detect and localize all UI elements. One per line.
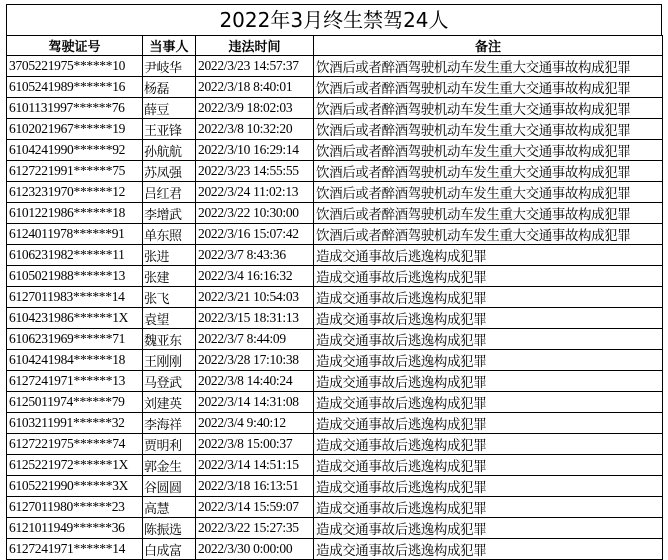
party-name-cell: 张飞 xyxy=(143,287,196,308)
violation-time-cell: 2022/3/9 18:02:03 xyxy=(196,98,314,119)
remarks-cell: 造成交通事故后逃逸构成犯罪 xyxy=(314,455,663,476)
violation-time-cell: 2022/3/8 10:32:20 xyxy=(196,119,314,140)
party-name-cell: 薛豆 xyxy=(143,98,196,119)
remarks-cell: 饮酒后或者醉酒驾驶机动车发生重大交通事故构成犯罪 xyxy=(314,224,663,245)
table-row xyxy=(7,434,663,455)
party-name-cell: 袁望 xyxy=(143,308,196,329)
records-table xyxy=(6,35,663,560)
remarks-cell: 造成交通事故后逃逸构成犯罪 xyxy=(314,350,663,371)
table-row xyxy=(7,518,663,539)
table-row xyxy=(7,56,663,77)
license-number-cell: 6105221990******3X xyxy=(7,476,143,497)
table-row xyxy=(7,245,663,266)
license-number-cell: 6125011974******79 xyxy=(7,392,143,413)
table-row xyxy=(7,161,663,182)
violation-time-cell: 2022/3/8 14:40:24 xyxy=(196,371,314,392)
remarks-cell: 造成交通事故后逃逸构成犯罪 xyxy=(314,371,663,392)
party-name-cell: 刘建英 xyxy=(143,392,196,413)
header-violation-time: 违法时间 xyxy=(196,36,314,56)
table-row xyxy=(7,539,663,560)
party-name-cell: 尹岐华 xyxy=(143,56,196,77)
remarks-cell: 饮酒后或者醉酒驾驶机动车发生重大交通事故构成犯罪 xyxy=(314,119,663,140)
table-row xyxy=(7,77,663,98)
license-number-cell: 6103211991******32 xyxy=(7,413,143,434)
license-number-cell: 6104241984******18 xyxy=(7,350,143,371)
page-title: 2022年3月终生禁驾24人 xyxy=(6,4,662,35)
table-row xyxy=(7,497,663,518)
remarks-cell: 造成交通事故后逃逸构成犯罪 xyxy=(314,413,663,434)
table-row xyxy=(7,266,663,287)
table-row xyxy=(7,476,663,497)
violation-time-cell: 2022/3/4 9:40:12 xyxy=(196,413,314,434)
license-number-cell: 6101131997******76 xyxy=(7,98,143,119)
license-number-cell: 6127221991******75 xyxy=(7,161,143,182)
remarks-cell: 造成交通事故后逃逸构成犯罪 xyxy=(314,287,663,308)
violation-time-cell: 2022/3/7 8:44:09 xyxy=(196,329,314,350)
party-name-cell: 单东照 xyxy=(143,224,196,245)
party-name-cell: 谷圆圆 xyxy=(143,476,196,497)
violation-time-cell: 2022/3/28 17:10:38 xyxy=(196,350,314,371)
license-number-cell: 6121011949******36 xyxy=(7,518,143,539)
table-row xyxy=(7,287,663,308)
table-body xyxy=(7,56,663,560)
remarks-cell: 造成交通事故后逃逸构成犯罪 xyxy=(314,392,663,413)
violation-time-cell: 2022/3/21 10:54:03 xyxy=(196,287,314,308)
violation-time-cell: 2022/3/22 15:27:35 xyxy=(196,518,314,539)
party-name-cell: 王亚锋 xyxy=(143,119,196,140)
violation-time-cell: 2022/3/14 14:51:15 xyxy=(196,455,314,476)
license-number-cell: 6123231970******12 xyxy=(7,182,143,203)
header-party: 当事人 xyxy=(143,36,196,56)
table-row xyxy=(7,140,663,161)
license-number-cell: 6101221986******18 xyxy=(7,203,143,224)
party-name-cell: 张建 xyxy=(143,266,196,287)
table-row xyxy=(7,392,663,413)
license-number-cell: 6106231969******71 xyxy=(7,329,143,350)
violation-time-cell: 2022/3/15 18:31:13 xyxy=(196,308,314,329)
violation-time-cell: 2022/3/8 15:00:37 xyxy=(196,434,314,455)
party-name-cell: 郭金生 xyxy=(143,455,196,476)
violation-time-cell: 2022/3/10 16:29:14 xyxy=(196,140,314,161)
remarks-cell: 造成交通事故后逃逸构成犯罪 xyxy=(314,266,663,287)
license-number-cell: 6124011978******91 xyxy=(7,224,143,245)
license-number-cell: 6127241971******13 xyxy=(7,371,143,392)
remarks-cell: 造成交通事故后逃逸构成犯罪 xyxy=(314,539,663,560)
remarks-cell: 饮酒后或者醉酒驾驶机动车发生重大交通事故构成犯罪 xyxy=(314,98,663,119)
license-number-cell: 6127241971******14 xyxy=(7,539,143,560)
party-name-cell: 李增武 xyxy=(143,203,196,224)
remarks-cell: 造成交通事故后逃逸构成犯罪 xyxy=(314,497,663,518)
party-name-cell: 高慧 xyxy=(143,497,196,518)
party-name-cell: 马登武 xyxy=(143,371,196,392)
violation-time-cell: 2022/3/16 15:07:42 xyxy=(196,224,314,245)
remarks-cell: 饮酒后或者醉酒驾驶机动车发生重大交通事故构成犯罪 xyxy=(314,161,663,182)
remarks-cell: 饮酒后或者醉酒驾驶机动车发生重大交通事故构成犯罪 xyxy=(314,56,663,77)
table-row xyxy=(7,119,663,140)
license-number-cell: 6127011980******23 xyxy=(7,497,143,518)
license-number-cell: 6127011983******14 xyxy=(7,287,143,308)
table-row xyxy=(7,371,663,392)
party-name-cell: 孙航航 xyxy=(143,140,196,161)
violation-time-cell: 2022/3/7 8:43:36 xyxy=(196,245,314,266)
remarks-cell: 造成交通事故后逃逸构成犯罪 xyxy=(314,434,663,455)
remarks-cell: 饮酒后或者醉酒驾驶机动车发生重大交通事故构成犯罪 xyxy=(314,182,663,203)
violation-time-cell: 2022/3/14 14:31:08 xyxy=(196,392,314,413)
table-row xyxy=(7,455,663,476)
party-name-cell: 陈振选 xyxy=(143,518,196,539)
remarks-cell: 造成交通事故后逃逸构成犯罪 xyxy=(314,518,663,539)
violation-time-cell: 2022/3/4 16:16:32 xyxy=(196,266,314,287)
violation-time-cell: 2022/3/30 0:00:00 xyxy=(196,539,314,560)
remarks-cell: 造成交通事故后逃逸构成犯罪 xyxy=(314,308,663,329)
violation-time-cell: 2022/3/14 15:59:07 xyxy=(196,497,314,518)
remarks-cell: 饮酒后或者醉酒驾驶机动车发生重大交通事故构成犯罪 xyxy=(314,203,663,224)
remarks-cell: 造成交通事故后逃逸构成犯罪 xyxy=(314,329,663,350)
violation-time-cell: 2022/3/23 14:57:37 xyxy=(196,56,314,77)
license-number-cell: 6127221975******74 xyxy=(7,434,143,455)
party-name-cell: 苏凤强 xyxy=(143,161,196,182)
party-name-cell: 王刚刚 xyxy=(143,350,196,371)
license-number-cell: 3705221975******10 xyxy=(7,56,143,77)
party-name-cell: 杨磊 xyxy=(143,77,196,98)
violation-time-cell: 2022/3/23 14:55:55 xyxy=(196,161,314,182)
remarks-cell: 饮酒后或者醉酒驾驶机动车发生重大交通事故构成犯罪 xyxy=(314,77,663,98)
remarks-cell: 饮酒后或者醉酒驾驶机动车发生重大交通事故构成犯罪 xyxy=(314,140,663,161)
remarks-cell: 造成交通事故后逃逸构成犯罪 xyxy=(314,245,663,266)
license-number-cell: 6106231982******11 xyxy=(7,245,143,266)
table-row xyxy=(7,413,663,434)
party-name-cell: 张进 xyxy=(143,245,196,266)
table-row xyxy=(7,224,663,245)
violation-time-cell: 2022/3/18 16:13:51 xyxy=(196,476,314,497)
table-row xyxy=(7,329,663,350)
party-name-cell: 白成富 xyxy=(143,539,196,560)
party-name-cell: 贾明利 xyxy=(143,434,196,455)
document-sheet xyxy=(6,4,662,560)
remarks-cell: 造成交通事故后逃逸构成犯罪 xyxy=(314,476,663,497)
license-number-cell: 6105021988******13 xyxy=(7,266,143,287)
table-row xyxy=(7,350,663,371)
table-row xyxy=(7,182,663,203)
violation-time-cell: 2022/3/22 10:30:00 xyxy=(196,203,314,224)
table-row xyxy=(7,203,663,224)
violation-time-cell: 2022/3/18 8:40:01 xyxy=(196,77,314,98)
table-row xyxy=(7,98,663,119)
license-number-cell: 6125221972******1X xyxy=(7,455,143,476)
header-remarks: 备注 xyxy=(314,36,663,56)
party-name-cell: 吕红君 xyxy=(143,182,196,203)
license-number-cell: 6104241990******92 xyxy=(7,140,143,161)
violation-time-cell: 2022/3/24 11:02:13 xyxy=(196,182,314,203)
header-license-number: 驾驶证号 xyxy=(7,36,143,56)
license-number-cell: 6102021967******19 xyxy=(7,119,143,140)
license-number-cell: 6105241989******16 xyxy=(7,77,143,98)
party-name-cell: 魏亚东 xyxy=(143,329,196,350)
license-number-cell: 6104231986******1X xyxy=(7,308,143,329)
table-header-row xyxy=(7,36,663,56)
table-row xyxy=(7,308,663,329)
party-name-cell: 李海祥 xyxy=(143,413,196,434)
